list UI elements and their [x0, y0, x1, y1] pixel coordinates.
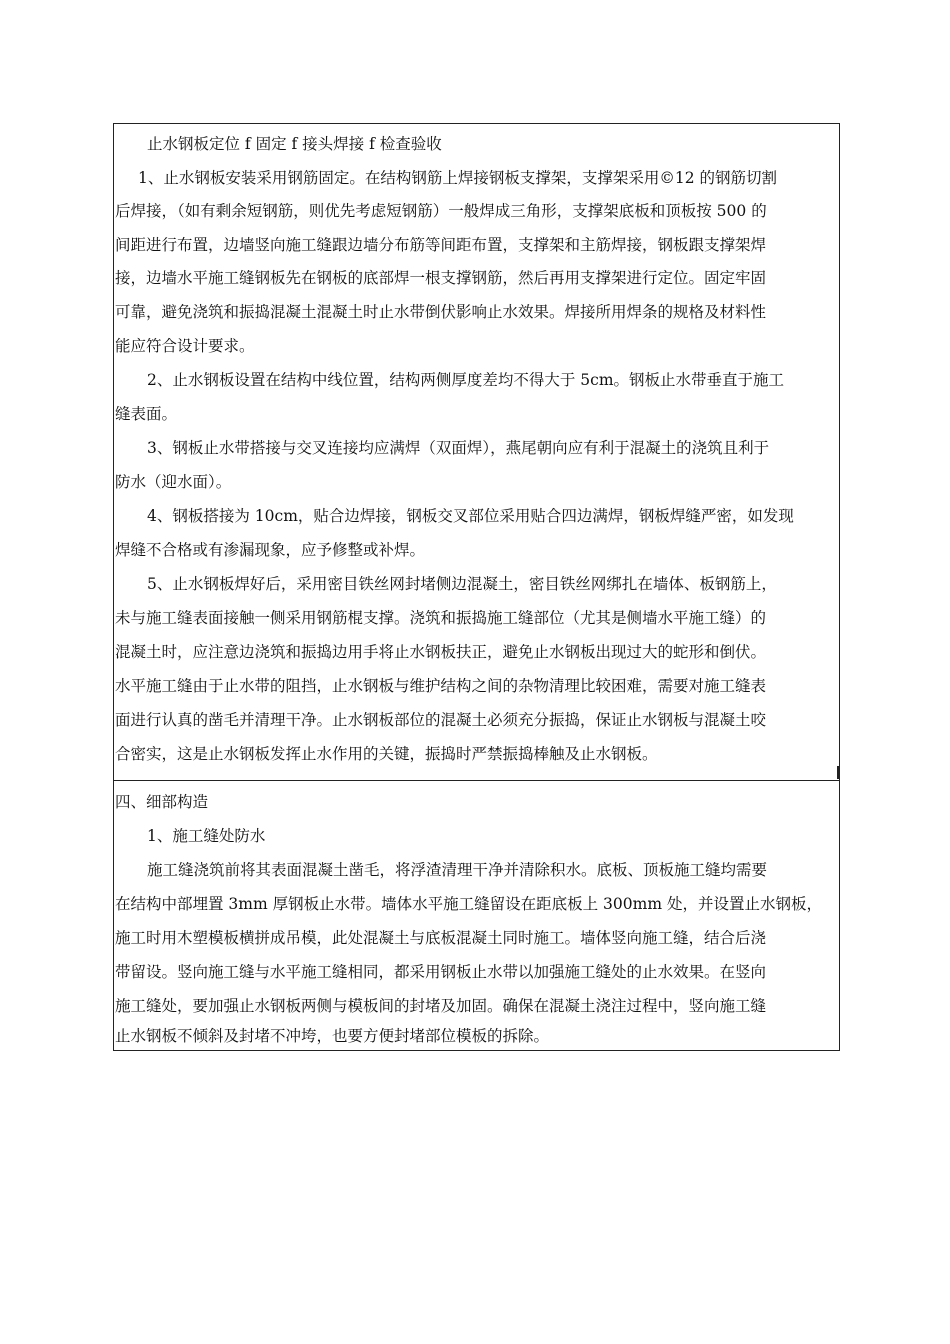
text-line: 面进行认真的凿毛并清理干净。止水钢板部位的混凝土必须充分振捣，保证止水钢板与混凝土咬 [115, 711, 767, 729]
text-line: 可靠，避免浇筑和振捣混凝土混凝土时止水带倒伏影响止水效果。焊接所用焊条的规格及材料性 [115, 303, 767, 321]
text-line: 在结构中部埋置 3mm 厚钢板止水带。墙体水平施工缝留设在距底板上 300mm 处，并设置止水钢板， [115, 895, 822, 913]
text-line: 水平施工缝由于止水带的阻挡，止水钢板与维护结构之间的杂物清理比较困难，需要对施工缝表 [115, 677, 767, 695]
text-line: 4、钢板搭接为 10cm，贴合边焊接，钢板交叉部位采用贴合四边满焊，钢板焊缝严密，如发现 [147, 507, 794, 525]
text-line: 2、止水钢板设置在结构中线位置，结构两侧厚度差均不得大于 5cm。钢板止水带垂直于施工 [147, 371, 785, 389]
text-line: 带留设。竖向施工缝与水平施工缝相同，都采用钢板止水带以加强施工缝处的止水效果。在竖向 [115, 963, 767, 981]
process-flow-line: 止水钢板定位 f 固定 f 接头焊接 f 检查验收 [147, 135, 442, 153]
table-border-mark [837, 766, 839, 779]
table-row-divider [113, 780, 840, 781]
text-line: 5、止水钢板焊好后，采用密目铁丝网封堵侧边混凝土，密目铁丝网绑扎在墙体、板钢筋上， [147, 575, 777, 593]
text-line: 施工缝浇筑前将其表面混凝土凿毛，将浮渣清理干净并清除积水。底板、顶板施工缝均需要 [147, 861, 768, 879]
text-line: 焊缝不合格或有渗漏现象，应予修整或补焊。 [115, 541, 426, 559]
text-line: 接，边墙水平施工缝钢板先在钢板的底部焊一根支撑钢筋，然后再用支撑架进行定位。固定牢固 [115, 269, 767, 287]
text-line: 止水钢板不倾斜及封堵不冲垮，也要方便封堵部位模板的拆除。 [115, 1027, 550, 1045]
text-line: 缝表面。 [115, 405, 178, 423]
text-line: 间距进行布置，边墙竖向施工缝跟边墙分布筋等间距布置，支撑架和主筋焊接，钢板跟支撑架焊 [115, 236, 767, 254]
text-line: 后焊接，（如有剩余短钢筋，则优先考虑短钢筋）一般焊成三角形，支撑架底板和顶板按 500 的 [115, 202, 767, 220]
text-line: 混凝土时，应注意边浇筑和振捣边用手将止水钢板扶正，避免止水钢板出现过大的蛇形和倒伏。 [115, 643, 767, 661]
subsection-heading: 1、施工缝处防水 [147, 827, 266, 845]
text-line: 能应符合设计要求。 [115, 337, 255, 355]
text-line: 施工时用木塑模板横拼成吊模，此处混凝土与底板混凝土同时施工。墙体竖向施工缝，结合后浇 [115, 929, 767, 947]
text-line: 施工缝处，要加强止水钢板两侧与模板间的封堵及加固。确保在混凝土浇注过程中，竖向施工缝 [115, 997, 767, 1015]
text-line: 1、止水钢板安装采用钢筋固定。在结构钢筋上焊接钢板支撑架，支撑架采用©12 的钢筋切割 [138, 169, 778, 187]
text-line: 防水（迎水面）。 [115, 473, 232, 491]
text-line: 未与施工缝表面接触一侧采用钢筋棍支撑。浇筑和振捣施工缝部位（尤其是侧墙水平施工缝）的 [115, 609, 767, 627]
section-heading: 四、细部构造 [115, 793, 209, 811]
text-line: 合密实，这是止水钢板发挥止水作用的关键，振捣时严禁振捣棒触及止水钢板。 [115, 745, 658, 763]
text-line: 3、钢板止水带搭接与交叉连接均应满焊（双面焊），燕尾朝向应有利于混凝土的浇筑且利于 [147, 439, 770, 457]
